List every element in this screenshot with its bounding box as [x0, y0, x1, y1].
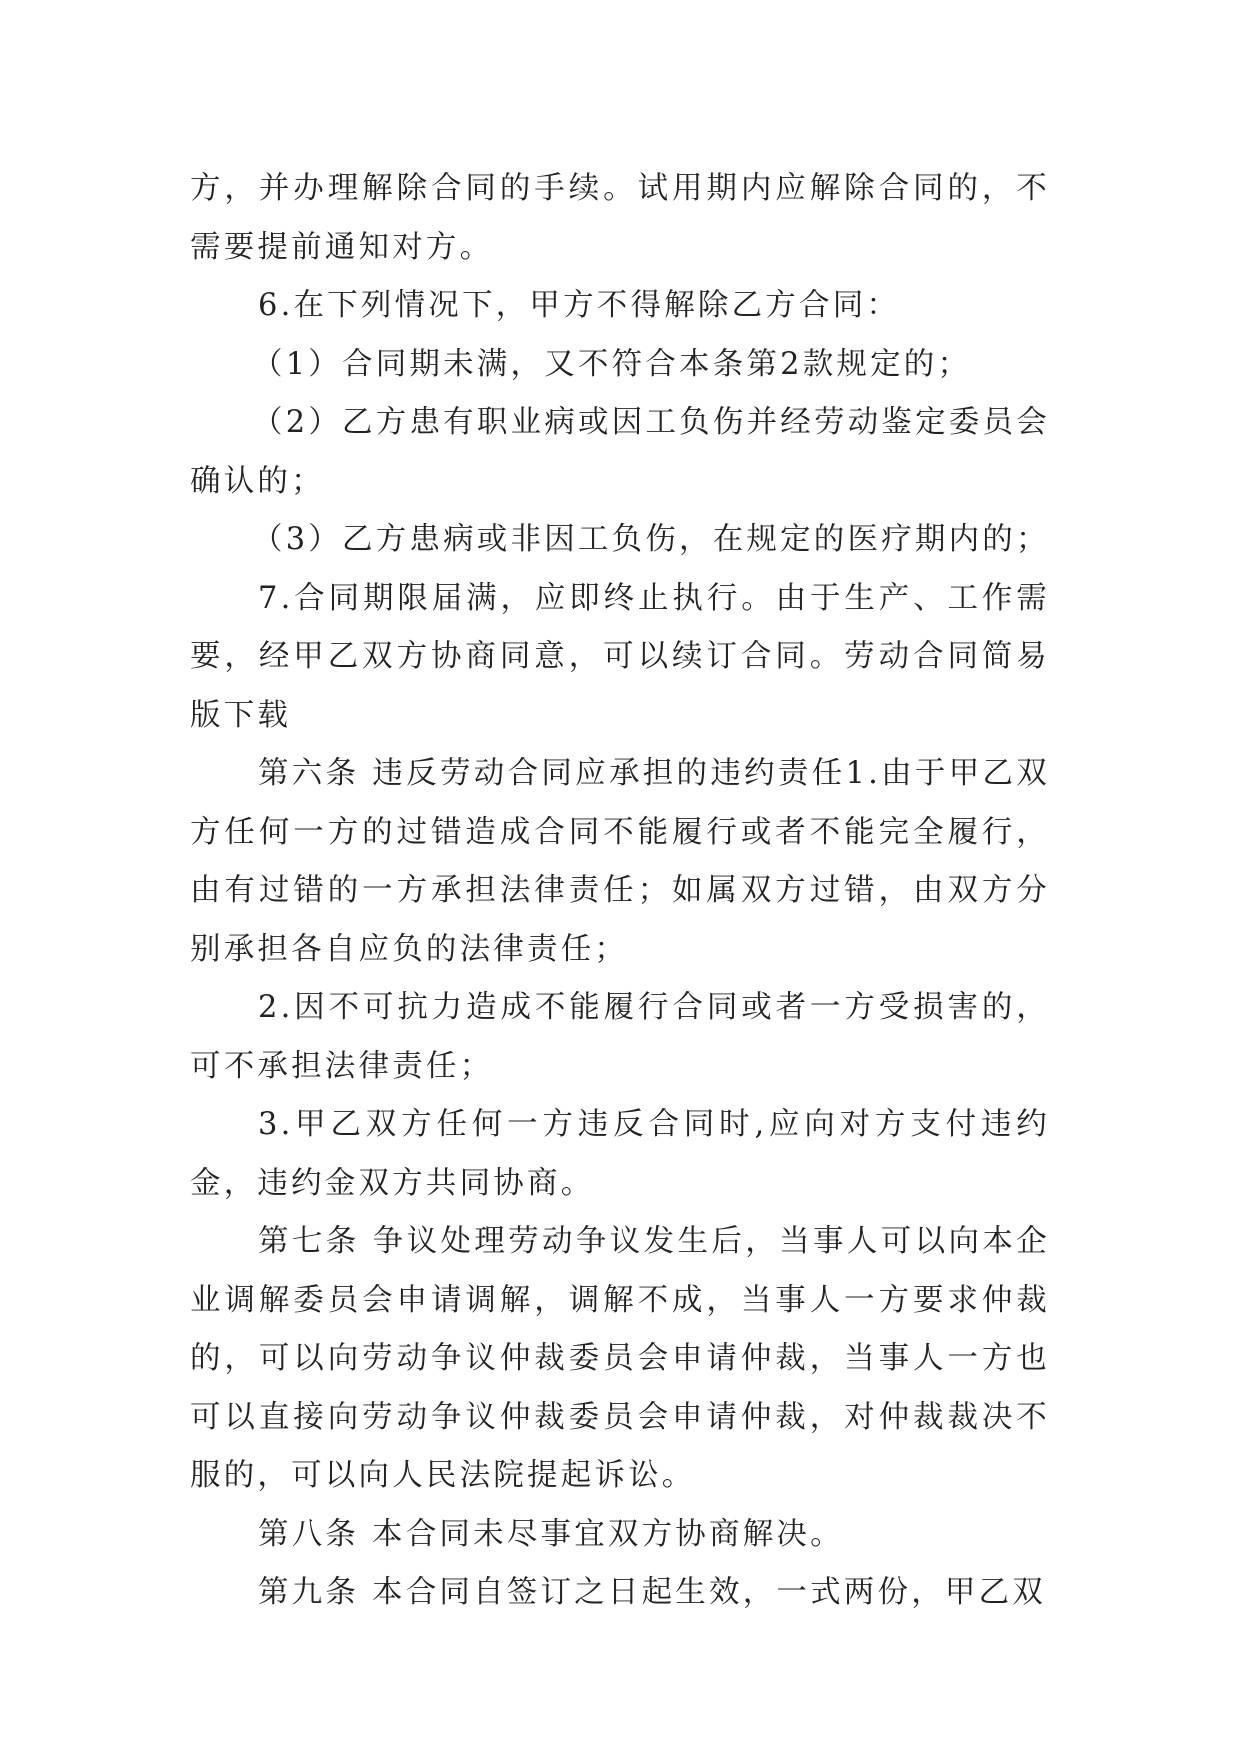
- paragraph-item-2: （2）乙方患有职业病或因工负伤并经劳动鉴定委员会确认的；: [190, 405, 1050, 499]
- paragraph-article-6-item-3: 3.甲乙双方任何一方违反合同时,应向对方支付违约金，违约金双方共同协商。: [190, 1107, 1050, 1201]
- paragraph-article-7: 第七条 争议处理劳动争议发生后，当事人可以向本企业调解委员会申请调解，调解不成，当事人一方要求仲裁的，可以向劳动争议仲裁委员会申请仲裁，当事人一方也可以直接向劳动争议仲裁委员会申请仲裁，对仲裁裁决不服的，可以向人民法院提起诉讼。: [190, 1224, 1050, 1493]
- paragraph-article-9: 第九条 本合同自签订之日起生效，一式两份，甲乙双: [258, 1575, 1046, 1610]
- paragraph-item-3: （3）乙方患病或非因工负伤，在规定的医疗期内的；: [252, 522, 1050, 557]
- paragraph-clause-6: 6.在下列情况下，甲方不得解除乙方合同：: [258, 288, 901, 323]
- paragraph-article-6: 第六条 违反劳动合同应承担的违约责任1.由于甲乙双方任何一方的过错造成合同不能履行或者不能完全履行，由有过错的一方承担法律责任；如属双方过错，由双方分别承担各自应负的法律责任；: [190, 756, 1050, 967]
- paragraph-continuation: 方，并办理解除合同的手续。试用期内应解除合同的，不需要提前通知对方。: [190, 171, 1050, 265]
- paragraph-item-1: （1）合同期未满，又不符合本条第2款规定的；: [252, 346, 972, 382]
- paragraph-clause-7: 7.合同期限届满，应即终止执行。由于生产、工作需要，经甲乙双方协商同意，可以续订合同。劳动合同简易版下载: [190, 580, 1050, 733]
- paragraph-article-8: 第八条 本合同未尽事宜双方协商解决。: [258, 1516, 844, 1552]
- document-body: [190, 160, 1050, 1623]
- paragraph-article-6-item-2: 2.因不可抗力造成不能履行合同或者一方受损害的，可不承担法律责任；: [190, 990, 1050, 1084]
